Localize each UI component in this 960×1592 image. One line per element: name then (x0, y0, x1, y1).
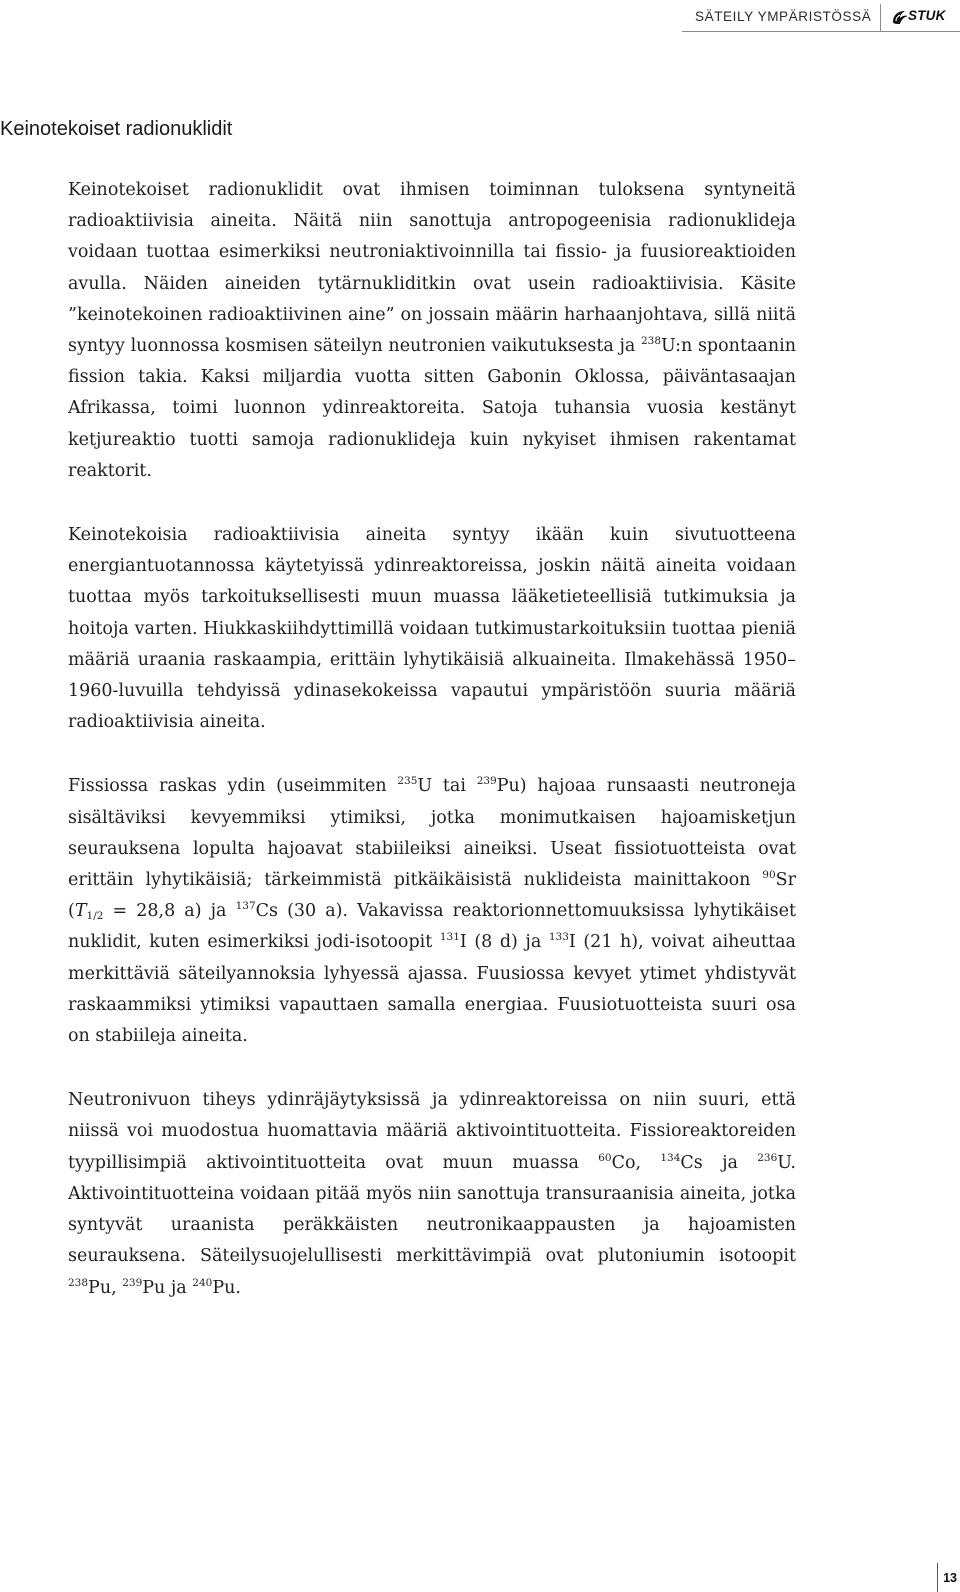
mass-number: 137 (235, 900, 256, 913)
text-run: Pu, (88, 1277, 123, 1298)
section-heading: Keinotekoiset radionuklidit (0, 118, 233, 140)
mass-number: 239 (476, 775, 497, 788)
text-run: U. Aktivointituotteina voidaan pitää myös niin sanottuja transuraanisia aineita, jotka syntyvät uraanista peräkkäisten neutronikaappausten ja hajoamisten seurauksena. Säteilysuojelullisesti merkittävimpiä ovat plutoniumin isotoopit (68, 1152, 796, 1267)
text-run: U tai (417, 776, 477, 797)
mass-number: 60 (598, 1151, 612, 1164)
text-run: Keinotekoiset radionuklidit ovat ihmisen toiminnan tuloksena syntyneitä radioaktiivisia aineita. Näitä niin sanottuja antropogeenisia radionuklideja voidaan tuottaa esimerkiksi neutroniaktivoinnilla tai fissio- ja fuusioreaktioiden avulla. Näiden aineiden tytärnukliditkin ovat usein radioaktiivisia. Käsite ”keinotekoinen radioaktiivinen aine” on jossain määrin harhaanjohtava, sillä niitä syntyy luonnossa kosmisen säteilyn neutronien vaikutuksesta ja (68, 180, 796, 357)
text-run: Pu. (212, 1277, 241, 1298)
page-number-box (937, 1563, 960, 1592)
text-run: Co, (611, 1152, 661, 1173)
mass-number: 240 (192, 1276, 213, 1289)
stuk-logo-icon (891, 9, 909, 25)
header-rule (682, 31, 960, 32)
text-run: Cs (30 a). Vakavissa reaktorionnettomuuksissa lyhytikäiset nuklidit, kuten esimerkiksi jodi-isotoopit (68, 901, 797, 953)
text-run: = 28,8 a) ja (103, 901, 236, 922)
stuk-logo (891, 8, 955, 28)
mass-number: 131 (439, 931, 460, 944)
mass-number: 235 (397, 775, 418, 788)
text-run: U:n spontaanin fission takia. Kaksi miljardia vuotta sitten Gabonin Oklossa, päiväntasaajan Afrikassa, toimi luonnon ydinreaktoreita. Satoja tuhansia vuosia kestänyt ketjureaktio tuotti samoja radionuklideja kuin nykyiset ihmisen rakentamat reaktorit. (68, 336, 796, 481)
paragraph-1 (68, 175, 796, 487)
text-run: I (8 d) ja (459, 932, 549, 953)
text-run: Fissiossa raskas ydin (useimmiten (68, 776, 398, 797)
text-run: Sr ( (68, 870, 796, 922)
logo-text: STUK (908, 8, 946, 23)
mass-number: 134 (660, 1151, 681, 1164)
paragraph-4 (68, 1085, 796, 1303)
subscript: 1/2 (86, 910, 104, 923)
text-run: Neutronivuon tiheys ydinräjäytyksissä ja ydinreaktoreissa on niin suuri, että niissä voi muodostua huomattavia määriä aktivointituotteita. Fissioreaktoreiden tyypillisimpiä aktivointituotteita ovat muun muassa (68, 1090, 796, 1173)
body-text (68, 175, 796, 1337)
text-run: Keinotekoisia radioaktiivisia aineita syntyy ikään kuin sivutuotteena energiantuotannossa käytetyissä ydinreaktoreissa, joskin näitä aineita voidaan tuottaa myös tarkoituksellisesti muun muassa lääketieteellisiä tutkimuksia ja hoitoja varten. Hiukkaskiihdyttimillä voidaan tutkimustarkoituksiin tuottaa pieniä määriä uraania raskaampia, erittäin lyhytikäisiä alkuaineita. Ilmakehässä 1950–1960-luvuilla tehdyissä ydinasekokeissa vapautui ympäristöön suuria määriä radioaktiivisia aineita. (68, 525, 796, 733)
text-run: I (21 h), voivat aiheuttaa merkittäviä säteilyannoksia lyhyessä ajassa. Fuusiossa kevyet ytimet yhdistyvät raskaammiksi ytimiksi vapauttaen samalla energiaa. Fuusiotuotteista suuri osa on stabiileja aineita. (68, 932, 796, 1047)
header-divider (880, 4, 881, 32)
mass-number: 238 (640, 335, 662, 348)
text-run: Cs ja (680, 1152, 758, 1173)
mass-number: 236 (757, 1151, 778, 1164)
mass-number: 133 (548, 931, 569, 944)
mass-number: 238 (68, 1276, 89, 1289)
mass-number: 90 (762, 869, 776, 882)
mass-number: 239 (122, 1276, 143, 1289)
paragraph-3 (68, 771, 796, 1052)
running-header (682, 0, 960, 37)
italic-symbol: T (74, 901, 87, 922)
page-number: 13 (943, 1571, 957, 1585)
header-series-title: SÄTEILY YMPÄRISTÖSSÄ (695, 9, 872, 24)
text-run: Pu) hajoaa runsaasti neutroneja sisältäviksi kevyemmiksi ytimiksi, jotka monimutkaisen hajoamisketjun seurauksena lopulta hajoavat stabiileiksi aineiksi. Useat fissiotuotteista ovat erittäin lyhytikäisiä; tärkeimmistä pitkäikäisistä nuklideista mainittakoon (68, 776, 797, 891)
paragraph-2 (68, 520, 796, 738)
text-run: Pu ja (142, 1277, 193, 1298)
